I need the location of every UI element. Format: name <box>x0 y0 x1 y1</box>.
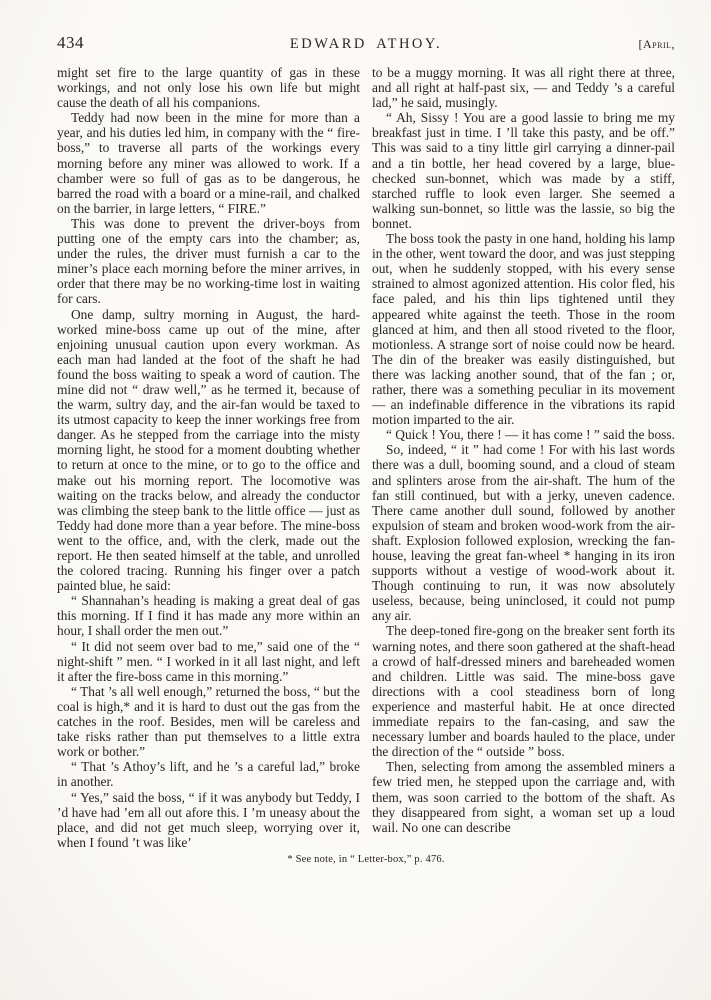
paragraph: to be a muggy morning. It was all right there at three, and all right at half-past six, — and Teddy ’s a careful lad,” he said, musingly. <box>372 65 675 111</box>
paragraph: One damp, sultry morning in August, the hard-worked mine-boss came up out of the mine, after enjoining unusual caution upon every workman. As each man had landed at the foot of the shaft he had found the boss waiting to speak a word of caution. The mine did not “ draw well,” as he termed it, because of the warm, sultry day, and the air-fan would be taxed to its utmost capacity to keep the inner workings free from danger. As he stepped from the carriage into the misty morning light, he stood for a moment doubting whether to return at once to the mine, or to go to the office and make out his morning report. The locomotive was waiting on the tracks below, and already the conductor was climbing the steep bank to the little office — just as Teddy had done more than a year before. The mine-boss went to the office, and, with the clerk, made out the report. He then seated himself at the table, and unrolled the colored tracing. Running his finger over a patch painted blue, he said: <box>57 306 360 594</box>
paragraph: The boss took the pasty in one hand, holding his lamp in the other, went toward the door, and was just stepping out, when he suddenly stopped, with his every sense strained to almost agonized attention. His color fled, his face paled, and his thin lips tightened until they appeared white against the teeth. Those in the room glanced at him, and then all stood riveted to the floor, motionless. A strange sort of noise could now be heard. The din of the breaker was easily distinguished, but there was lacking another sound, that of the fan ; or, rather, there was a something peculiar in its movement — an indefinable difference in the vibrations its rapid motion imparted to the air. <box>372 231 675 428</box>
paragraph: “ That ’s all well enough,” returned the boss, “ but the coal is high,* and it is hard to dust out the gas from the catches in the roof. Besides, men will be careless and take risks rather than put themselves to a little extra work or bother.” <box>57 683 360 760</box>
paragraph: Then, selecting from among the assembled miners a few tried men, he stepped upon the carriage and, with them, was soon carried to the bottom of the shaft. As they disappeared from sight, a woman set up a loud wail. No one can describe <box>372 759 675 835</box>
right-column <box>372 65 675 850</box>
running-head <box>57 33 675 53</box>
paragraph: “ It did not seem over bad to me,” said one of the “ night-shift ” men. “ I worked in it all last night, and left it after the fire-boss came in this morning.” <box>57 638 360 684</box>
page-footer <box>57 854 675 865</box>
paragraph: “ Yes,” said the boss, “ if it was anybody but Teddy, I ’d have had ’em all out afore this. I ’m uneasy about the place, and did not get much sleep, worrying over it, when I found ’t was like’ <box>57 789 360 850</box>
paragraph: Teddy had now been in the mine for more than a year, and his duties led him, in company with the “ fire-boss,” to traverse all parts of the workings every morning before any miner was allowed to work. If a chamber were so full of gas as to be dangerous, he barred the road with a board or a mine-rail, and chalked on the barrier, in large letters, “ FIRE.” <box>57 110 360 216</box>
running-title: EDWARD ATHOY. <box>289 36 443 52</box>
paragraph: “ Quick ! You, there ! — it has come ! ” said the boss. <box>386 427 675 443</box>
paragraph: “ Ah, Sissy ! You are a good lassie to bring me my breakfast just in time. I ’ll take this pasty, and be off.” This was said to a tiny little girl carrying a dinner-pail and a tin bottle, her head covered by a large, blue-checked sun-bonnet, which was made by a stiff, starched ruffle to look even larger. She seemed a walking sun-bonnet, so little was the lassie, so big the bonnet. <box>372 110 675 231</box>
left-column <box>57 65 360 850</box>
text-columns <box>57 65 675 850</box>
issue-label: [April, <box>638 37 675 51</box>
paragraph: So, indeed, “ it ” had come ! For with his last words there was a dull, booming sound, and a cloud of steam and splinters arose from the air-shaft. The hum of the fan still continued, but with a jerky, uneven cadence. There came another dull sound, followed by another expulsion of steam and broken wood-work from the air-shaft. Explosion followed explosion, wrecking the fan-house, leaving the great fan-wheel * hanging in its iron supports without a vestige of wood-work about it. Though continuing to run, it was now absolutely useless, because, being uninclosed, it could not pump any air. <box>372 442 675 624</box>
paragraph: “ Shannahan’s heading is making a great deal of gas this morning. If I find it has made any more within an hour, I shall order the men out.” <box>57 593 360 639</box>
page-number: 434 <box>57 33 84 52</box>
paragraph: “ That ’s Athoy’s lift, and he ’s a careful lad,” broke in another. <box>57 759 360 790</box>
footnote: * See note, in “ Letter-box,” p. 476. <box>287 853 445 865</box>
paragraph: The deep-toned fire-gong on the breaker sent forth its warning notes, and there soon gathered at the shaft-head a crowd of half-dressed miners and bareheaded women and children. Little was said. The mine-boss gave directions with a cool steadiness born of long experience and masterful habit. He at once directed immediate repairs to the fan-casing, and saw the necessary lumber and boards hauled to the place, under the direction of the “ outside ” boss. <box>372 623 675 760</box>
paragraph: might set fire to the large quantity of gas in these workings, and not only lose his own life but might cause the death of all his companions. <box>57 65 360 111</box>
paragraph: This was done to prevent the driver-boys from putting one of the empty cars into the chamber; as, under the rules, the driver must furnish a car to the miner’s place each morning before the miner arrives, in order that there may be no working-time lost in waiting for cars. <box>57 215 360 307</box>
